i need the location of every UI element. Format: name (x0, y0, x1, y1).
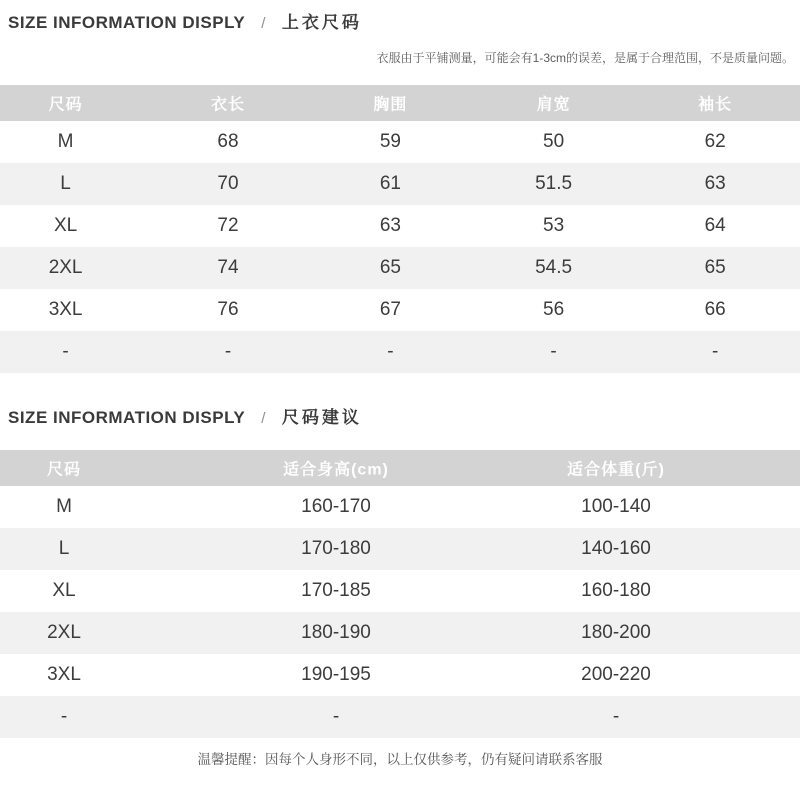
cell-shoulder: 51.5 (535, 173, 573, 194)
section1-title-en: SIZE INFORMATION DISPLY (8, 13, 246, 32)
cell-size: 3XL (48, 299, 83, 320)
cell-length: - (224, 341, 232, 362)
cell-chest: 59 (379, 131, 401, 152)
cell-shoulder: - (550, 341, 557, 362)
cell-weight-range: 160-180 (581, 580, 651, 601)
measure-tolerance-note: 衣服由于平铺测量，可能会有1-3cm的误差，是属于合理范围，不是质量问题。 (376, 51, 794, 65)
cell-shoulder: 53 (543, 215, 565, 236)
cell-chest: - (387, 341, 394, 362)
cell-height-range: 160-170 (301, 496, 371, 517)
cell-sleeve: - (712, 341, 719, 362)
section2-title-en: SIZE INFORMATION DISPLY (8, 408, 246, 427)
cell-height-range: - (332, 706, 340, 727)
cell-sleeve: 66 (704, 299, 726, 320)
cell-size: XL (52, 580, 76, 601)
cell-shoulder: 50 (543, 131, 565, 152)
cell-size: 2XL (48, 257, 83, 278)
cell-length: 68 (217, 131, 239, 152)
cell-size: - (60, 706, 68, 727)
cell-chest: 65 (379, 257, 401, 278)
table-row-empty (0, 696, 800, 738)
col-header-weight: 适合体重(斤) (567, 461, 665, 479)
cell-height-range: 170-180 (301, 538, 371, 559)
cell-sleeve: 63 (704, 173, 726, 194)
cell-shoulder: 54.5 (535, 257, 573, 278)
col-header-sleeve: 袖长 (698, 96, 733, 114)
cell-weight-range: 180-200 (581, 622, 651, 643)
col-header-length: 衣长 (210, 96, 246, 114)
table-row-m (0, 121, 800, 163)
table-row-l (0, 528, 800, 570)
footer-reminder-note: 温馨提醒：因每个人身形不同，以上仅供参考，仍有疑问请联系客服 (197, 752, 603, 767)
cell-size: 2XL (47, 622, 81, 643)
cell-sleeve: 65 (704, 257, 726, 278)
cell-height-range: 190-195 (301, 664, 371, 685)
title-separator: / (261, 410, 266, 427)
section1-title-cn: 上衣尺码 (281, 13, 362, 32)
cell-weight-range: 200-220 (581, 664, 651, 685)
section2-title (8, 407, 800, 430)
recommend-table-header-row (0, 450, 800, 486)
cell-size: XL (53, 215, 78, 236)
cell-length: 72 (217, 215, 239, 236)
table-row-xl (0, 205, 800, 247)
table-row-xl (0, 570, 800, 612)
col-header-chest: 胸围 (373, 96, 408, 114)
table-row-2xl (0, 612, 800, 654)
cell-shoulder: 56 (543, 299, 565, 320)
cell-size: - (62, 341, 69, 362)
col-header-shoulder: 肩宽 (536, 96, 571, 114)
section2-title-cn: 尺码建议 (281, 408, 362, 427)
cell-height-range: 170-185 (301, 580, 371, 601)
table-row-3xl (0, 289, 800, 331)
garment-table-header-row (0, 85, 800, 121)
cell-size: 3XL (47, 664, 81, 685)
cell-weight-range: - (612, 706, 620, 727)
cell-length: 70 (217, 173, 239, 194)
table-row-m (0, 486, 800, 528)
title-separator: / (261, 15, 266, 32)
col-header-size: 尺码 (46, 461, 82, 479)
cell-length: 76 (217, 299, 239, 320)
table-row-2xl (0, 247, 800, 289)
section1-title (8, 12, 800, 35)
col-header-height: 适合身高(cm) (283, 461, 389, 479)
cell-sleeve: 62 (704, 131, 726, 152)
cell-chest: 67 (379, 299, 401, 320)
cell-weight-range: 100-140 (581, 496, 651, 517)
cell-size: L (58, 538, 70, 559)
cell-size: L (60, 173, 71, 194)
cell-chest: 63 (379, 215, 401, 236)
size-info-page (0, 12, 800, 800)
cell-length: 74 (217, 257, 239, 278)
cell-height-range: 180-190 (301, 622, 371, 643)
cell-size: M (56, 496, 72, 517)
cell-size: M (57, 131, 74, 152)
cell-weight-range: 140-160 (581, 538, 651, 559)
cell-chest: 61 (379, 173, 401, 194)
cell-sleeve: 64 (704, 215, 726, 236)
table-row-empty (0, 331, 800, 373)
table-row-l (0, 163, 800, 205)
table-row-3xl (0, 654, 800, 696)
col-header-size: 尺码 (48, 96, 83, 114)
